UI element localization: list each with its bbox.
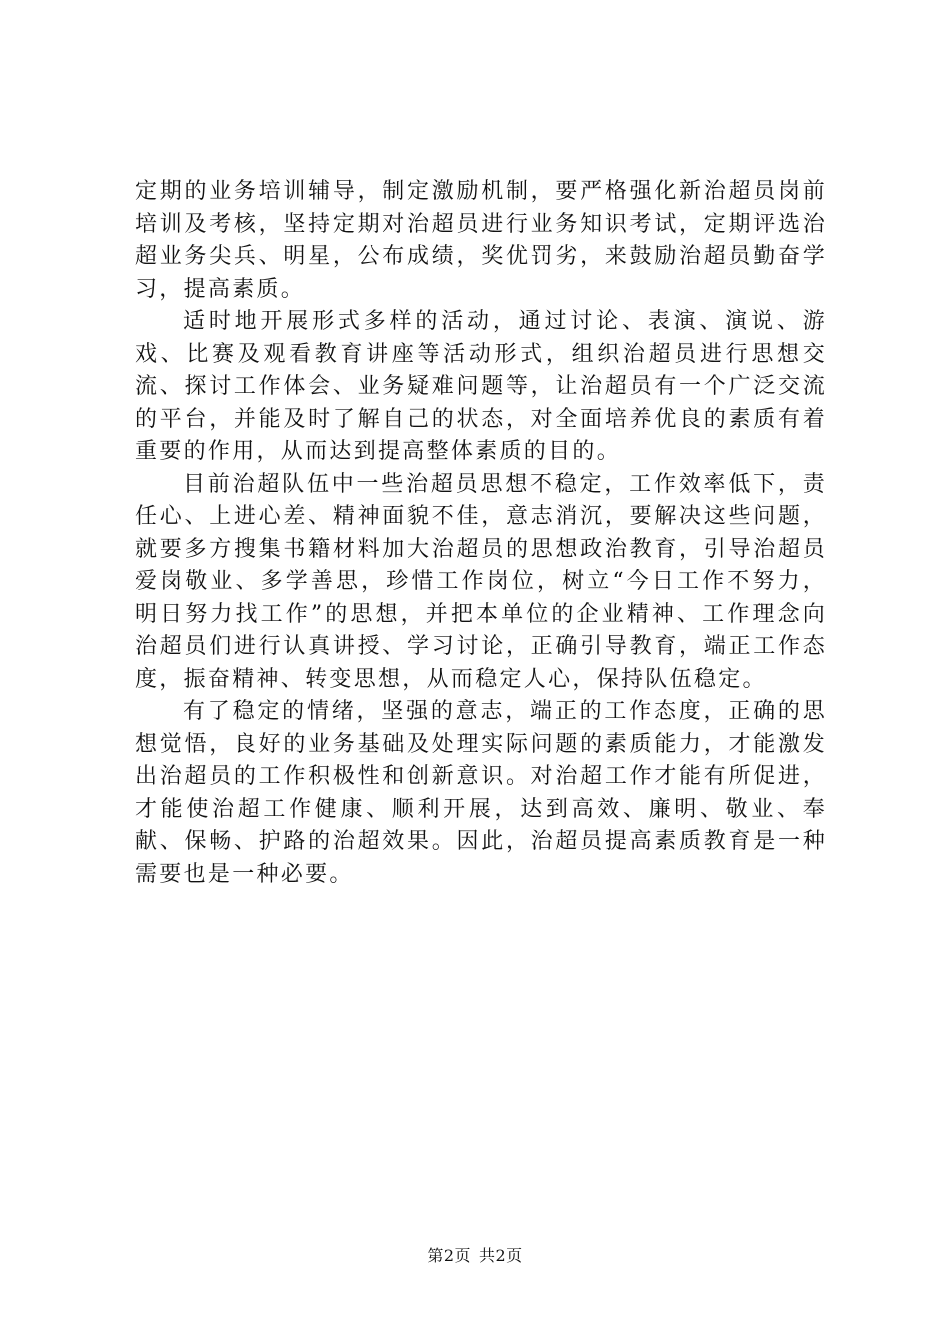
document-body: [135, 176, 827, 891]
paragraph-4: 有了稳定的情绪，坚强的意志，端正的工作态度，正确的思想觉悟，良好的业务基础及处理实际问题的素质能力，才能激发出治超员的工作积极性和创新意识。对治超工作才能有所促进，才能使治超工作健康、顺利开展，达到高效、廉明、敬业、奉献、保畅、护路的治超效果。因此，治超员提高素质教育是一种需要也是一种必要。: [135, 699, 827, 887]
paragraph-3: 目前治超队伍中一些治超员思想不稳定，工作效率低下，责任心、上进心差、精神面貌不佳，意志消沉，要解决这些问题，就要多方搜集书籍材料加大治超员的思想政治教育，引导治超员爱岗敬业、多学善思，珍惜工作岗位，树立“今日工作不努力，明日努力找工作”的思想，并把本单位的企业精神、工作理念向治超员们进行认真讲授、学习讨论，正确引导教育，端正工作态度，振奋精神、转变思想，从而稳定人心，保持队伍稳定。: [135, 471, 827, 692]
page-number: 第2页: [427, 1246, 471, 1265]
page-total: 共2页: [479, 1246, 523, 1265]
paragraph-1: 定期的业务培训辅导，制定激励机制，要严格强化新治超员岗前培训及考核，坚持定期对治超员进行业务知识考试，定期评选治超业务尖兵、明星，公布成绩，奖优罚劣，来鼓励治超员勤奋学习，提高素质。: [135, 179, 827, 302]
paragraph-2: 适时地开展形式多样的活动，通过讨论、表演、演说、游戏、比赛及观看教育讲座等活动形式，组织治超员进行思想交流、探讨工作体会、业务疑难问题等，让治超员有一个广泛交流的平台，并能及时了解自己的状态，对全面培养优良的素质有着重要的作用，从而达到提高整体素质的目的。: [135, 309, 827, 464]
page-footer: [0, 1243, 950, 1266]
